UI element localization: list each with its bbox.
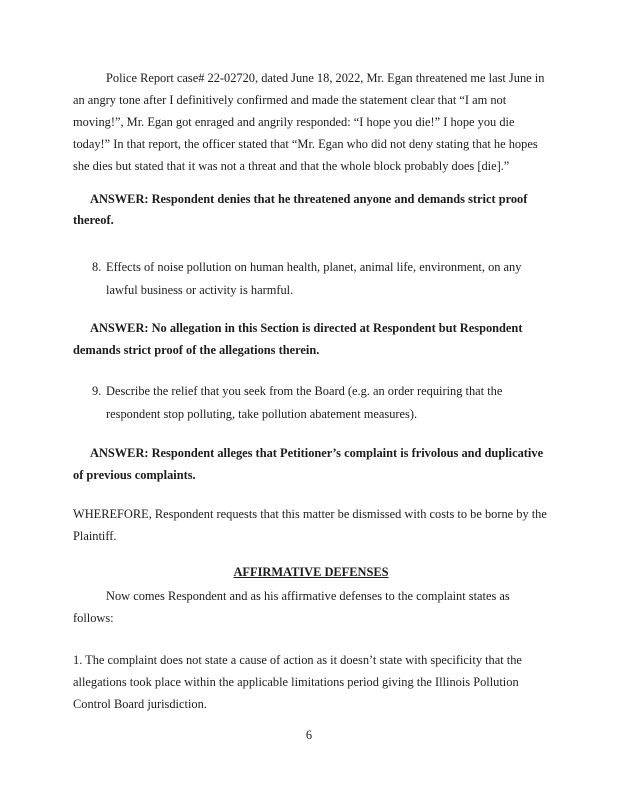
affirmative-intro: Now comes Respondent and as his affirmative defenses to the complaint states as follows: — [73, 589, 510, 625]
defense-1: 1. The complaint does not state a cause of action as it doesn’t state with specificity that the allegations took place within the applicable limitations period giving the Illinois Pollution Control Board jurisdiction. — [73, 653, 522, 711]
police-report-paragraph: Police Report case# 22-02720, dated June 18, 2022, Mr. Egan threatened me last June in an angry tone after I definitively confirmed and made the statement clear that “I am not moving!”, Mr. Egan got enraged and angrily responded: “I hope you die!” I hope you die today!” In that report, the officer stated that “Mr. Egan who did not deny stating that he hopes she dies but stated that it was not a threat and that the whole block probably does [die].” — [73, 71, 545, 173]
list-item-9 — [92, 380, 548, 426]
list-item-8 — [92, 256, 548, 302]
item-9-number: 9. — [92, 384, 102, 398]
answer-frivolous: ANSWER: Respondent alleges that Petitioner’s complaint is frivolous and duplicative of previous complaints. — [73, 446, 544, 482]
affirmative-defenses-heading: AFFIRMATIVE DEFENSES — [233, 565, 389, 579]
item-8-number: 8. — [92, 260, 102, 274]
page-number: 6 — [305, 728, 313, 742]
item-9-text: Describe the relief that you seek from the Board (e.g. an order requiring that the respondent stop polluting, take pollution abatement measures). — [106, 384, 503, 421]
answer-denial: ANSWER: Respondent denies that he threatened anyone and demands strict proof thereof. — [73, 192, 528, 227]
answer-no-allegation: ANSWER: No allegation in this Section is directed at Respondent but Respondent demands strict proof of the allegations therein. — [73, 321, 523, 357]
wherefore-paragraph: WHEREFORE, Respondent requests that this matter be dismissed with costs to be borne by the Plaintiff. — [73, 507, 547, 543]
item-8-text: Effects of noise pollution on human health, planet, animal life, environment, on any lawful business or activity is harmful. — [106, 260, 522, 297]
